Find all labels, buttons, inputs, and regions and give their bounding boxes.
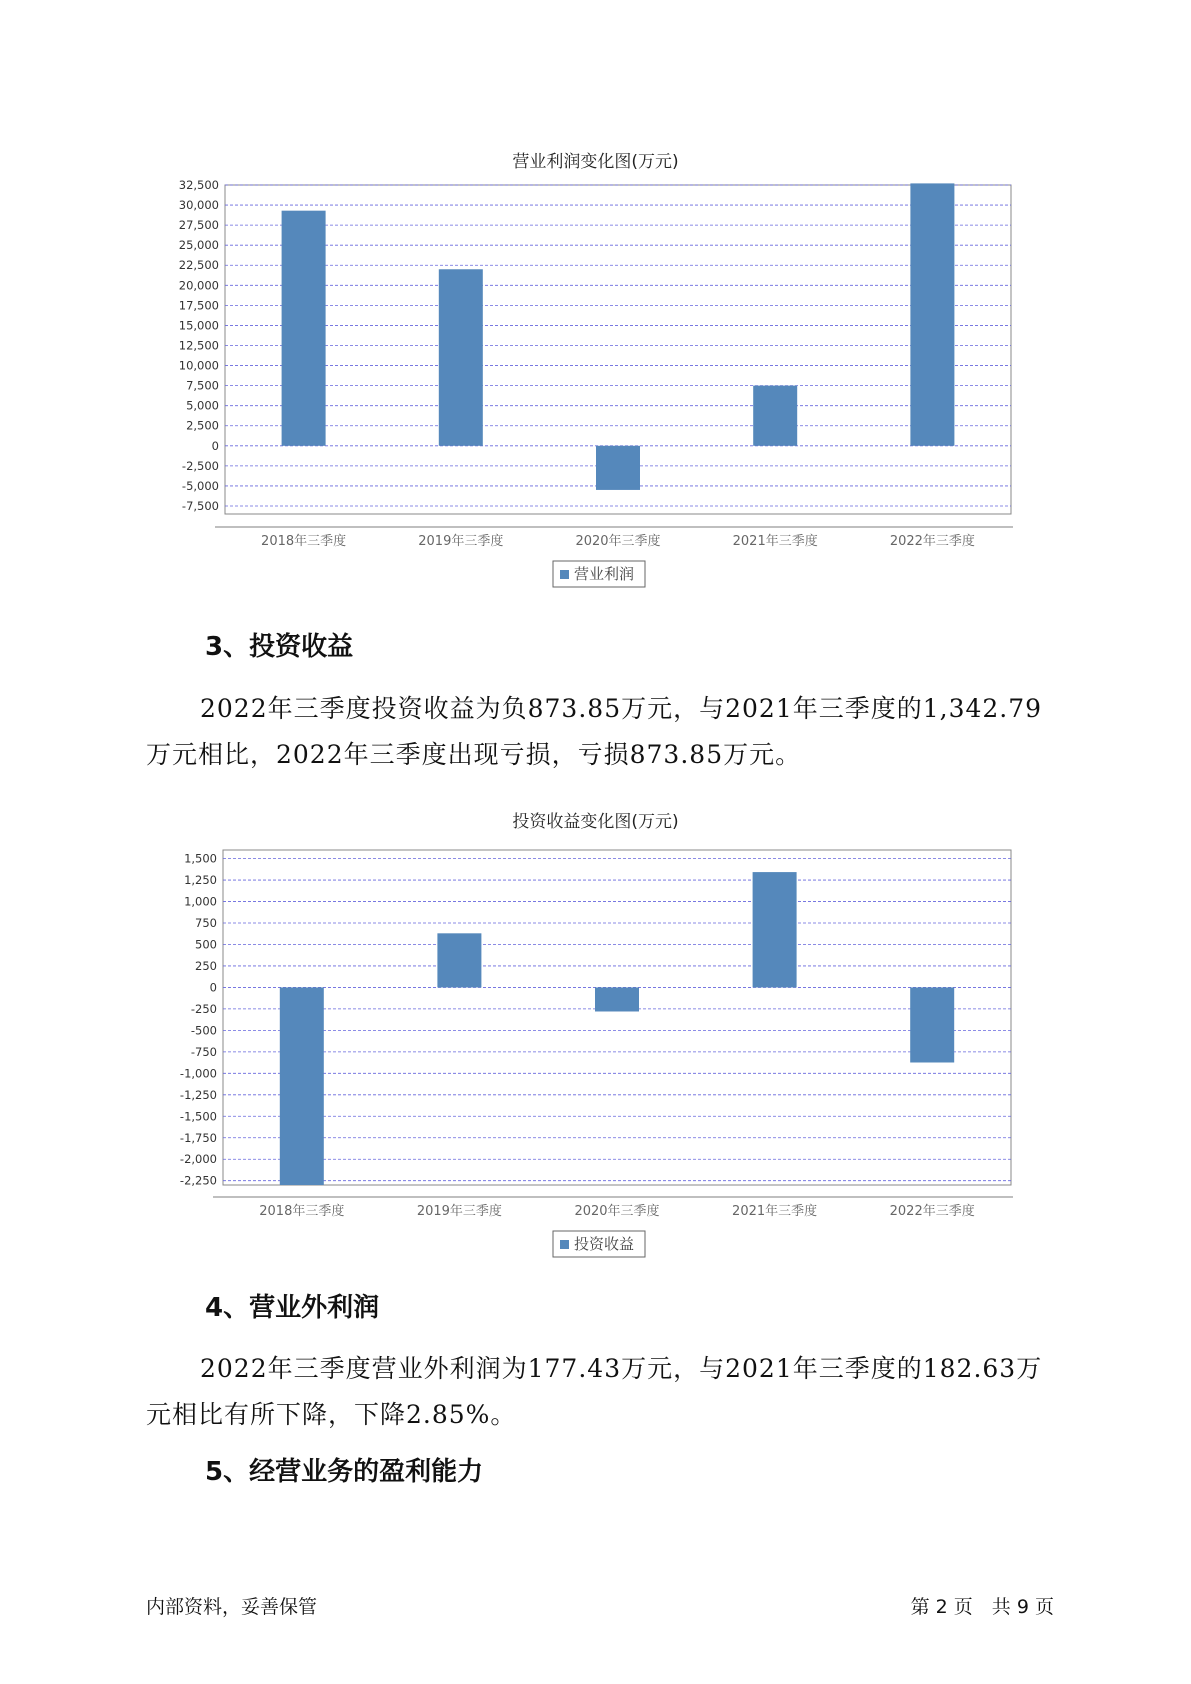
y-tick-label: -7,500 [181,498,219,513]
bar-4 [753,872,797,987]
legend-swatch [560,1240,569,1249]
section-4-heading: 4、营业外利润 [205,1293,380,1323]
y-tick-label: 27,500 [178,218,219,233]
y-tick-label: -2,000 [179,1152,217,1167]
investment-income-chart [0,835,1191,1265]
page-mid: 页 共 [953,1596,1011,1618]
y-tick-label: -1,000 [179,1066,217,1081]
y-tick-label: 10,000 [178,358,219,373]
chart-1-title: 营业利润变化图(万元) [512,152,679,172]
y-tick-label: 1,500 [184,851,217,866]
section-4-paragraph: 2022年三季度营业外利润为177.43万元，与2021年三季度的182.63万元相比有所下降，下降2.85%。 [146,1354,1043,1429]
y-tick-label: 17,500 [178,298,219,313]
x-category-label: 2019年三季度 [418,534,504,549]
y-tick-label: 750 [195,916,217,931]
legend-label: 营业利润 [574,565,635,583]
page-prefix: 第 [910,1596,930,1618]
bar-1 [280,987,324,1185]
y-tick-label: -750 [190,1044,217,1059]
y-tick-label: 1,250 [184,873,217,888]
x-category-label: 2020年三季度 [574,1204,660,1219]
y-tick-label: 12,500 [178,338,219,353]
bar-3 [595,987,639,1011]
page-total: 9 [1016,1596,1029,1618]
y-tick-label: -500 [190,1023,217,1038]
plot-frame [223,850,1011,1185]
y-tick-label: -1,500 [179,1109,217,1124]
bar-5 [910,183,954,445]
y-tick-label: 15,000 [178,318,219,333]
section-5-heading: 5、经营业务的盈利能力 [205,1457,484,1487]
y-tick-label: 25,000 [178,238,219,253]
y-tick-label: -250 [190,1001,217,1016]
bar-3 [596,446,640,490]
y-tick-label: 32,500 [178,178,219,192]
operating-profit-chart [0,170,1191,600]
bar-2 [439,269,483,446]
footer-page-number [911,1592,1054,1619]
section-3-paragraph: 2022年三季度投资收益为负873.85万元，与2021年三季度的1,342.79万元相比，2022年三季度出现亏损，亏损873.85万元。 [146,694,1043,769]
x-category-label: 2018年三季度 [259,1204,345,1219]
chart-2-title: 投资收益变化图(万元) [512,812,679,832]
bar-4 [753,386,797,446]
x-category-label: 2018年三季度 [261,534,347,549]
y-tick-label: -1,250 [179,1087,217,1102]
x-category-label: 2021年三季度 [732,534,818,549]
page-current: 2 [935,1596,948,1618]
x-category-label: 2021年三季度 [732,1204,818,1219]
x-category-label: 2022年三季度 [889,534,975,549]
y-tick-label: 22,500 [178,258,219,273]
y-tick-label: -5,000 [181,478,219,493]
y-tick-label: 1,000 [184,894,217,909]
y-tick-label: 500 [195,937,217,952]
y-tick-label: 2,500 [186,418,219,433]
x-category-label: 2020年三季度 [575,534,661,549]
y-tick-label: 30,000 [178,198,219,213]
bar-2 [437,933,481,987]
x-category-label: 2019年三季度 [416,1204,502,1219]
y-tick-label: -1,750 [179,1130,217,1145]
y-tick-label: 250 [195,958,217,973]
legend-swatch [560,570,569,579]
y-tick-label: 20,000 [178,278,219,293]
y-tick-label: 7,500 [186,378,219,393]
y-tick-label: 0 [211,438,219,453]
footer-confidential-note: 内部资料，妥善保管 [146,1596,318,1618]
legend-label: 投资收益 [574,1235,635,1253]
y-tick-label: 0 [209,980,217,995]
bar-1 [282,211,326,446]
section-3-heading: 3、投资收益 [205,632,354,662]
y-tick-label: 5,000 [186,398,219,413]
bar-5 [910,987,954,1062]
page-suffix: 页 [1034,1596,1054,1618]
y-tick-label: -2,500 [181,458,219,473]
x-category-label: 2022年三季度 [889,1204,975,1219]
y-tick-label: -2,250 [179,1173,217,1188]
